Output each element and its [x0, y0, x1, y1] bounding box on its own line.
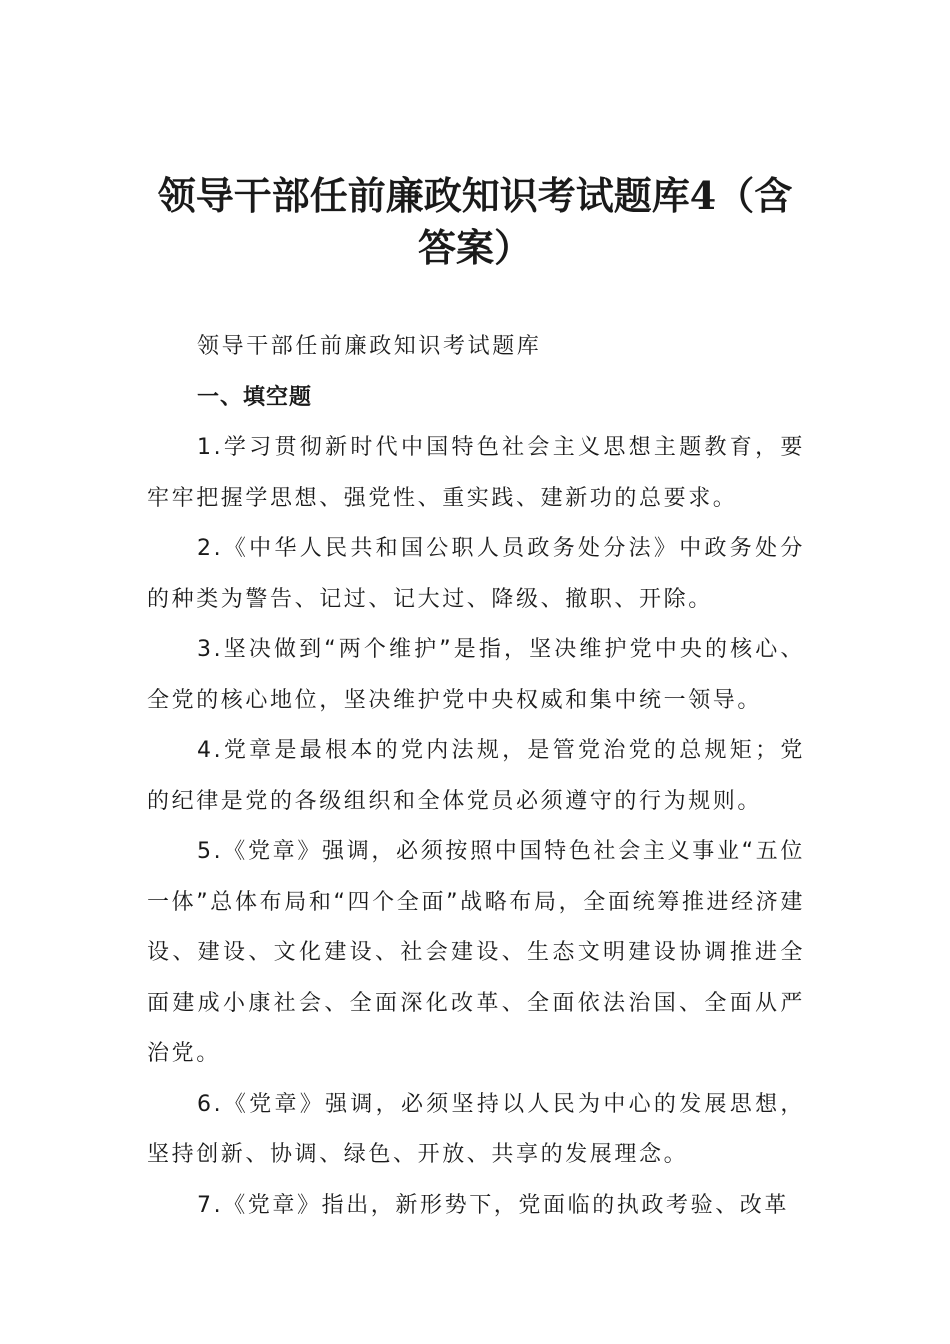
question-paragraph: 6.《党章》强调，必须坚持以人民为中心的发展思想，坚持创新、协调、绿色、开放、共享的发展理念。 — [147, 1091, 805, 1167]
question-paragraph: 4.党章是最根本的党内法规，是管党治党的总规矩；党的纪律是党的各级组织和全体党员必须遵守的行为规则。 — [147, 738, 805, 814]
question-paragraph: 7.《党章》指出，新形势下，党面临的执政考验、改革 — [197, 1192, 789, 1218]
question-paragraph: 2.《中华人民共和国公职人员政务处分法》中政务处分的种类为警告、记过、记大过、降级、撤职、开除。 — [147, 536, 805, 612]
document-title: 领导干部任前廉政知识考试题库4（含答案） — [157, 173, 793, 270]
question-paragraph: 1.学习贯彻新时代中国特色社会主义思想主题教育，要牢牢把握学思想、强党性、重实践、建新功的总要求。 — [147, 435, 805, 511]
question-paragraph: 5.《党章》强调，必须按照中国特色社会主义事业“五位一体”总体布局和“四个全面”战略布局，全面统筹推进经济建设、建设、文化建设、社会建设、生态文明建设协调推进全面建成小康社会、全面深化改革、全面依法治国、全面从严治党。 — [147, 839, 805, 1066]
section-heading: 一、填空题 — [197, 384, 313, 410]
document-subtitle: 领导干部任前廉政知识考试题库 — [197, 334, 542, 359]
document-body — [147, 322, 805, 1231]
question-paragraph: 3.坚决做到“两个维护”是指，坚决维护党中央的核心、全党的核心地位，坚决维护党中央权威和集中统一领导。 — [147, 637, 805, 713]
